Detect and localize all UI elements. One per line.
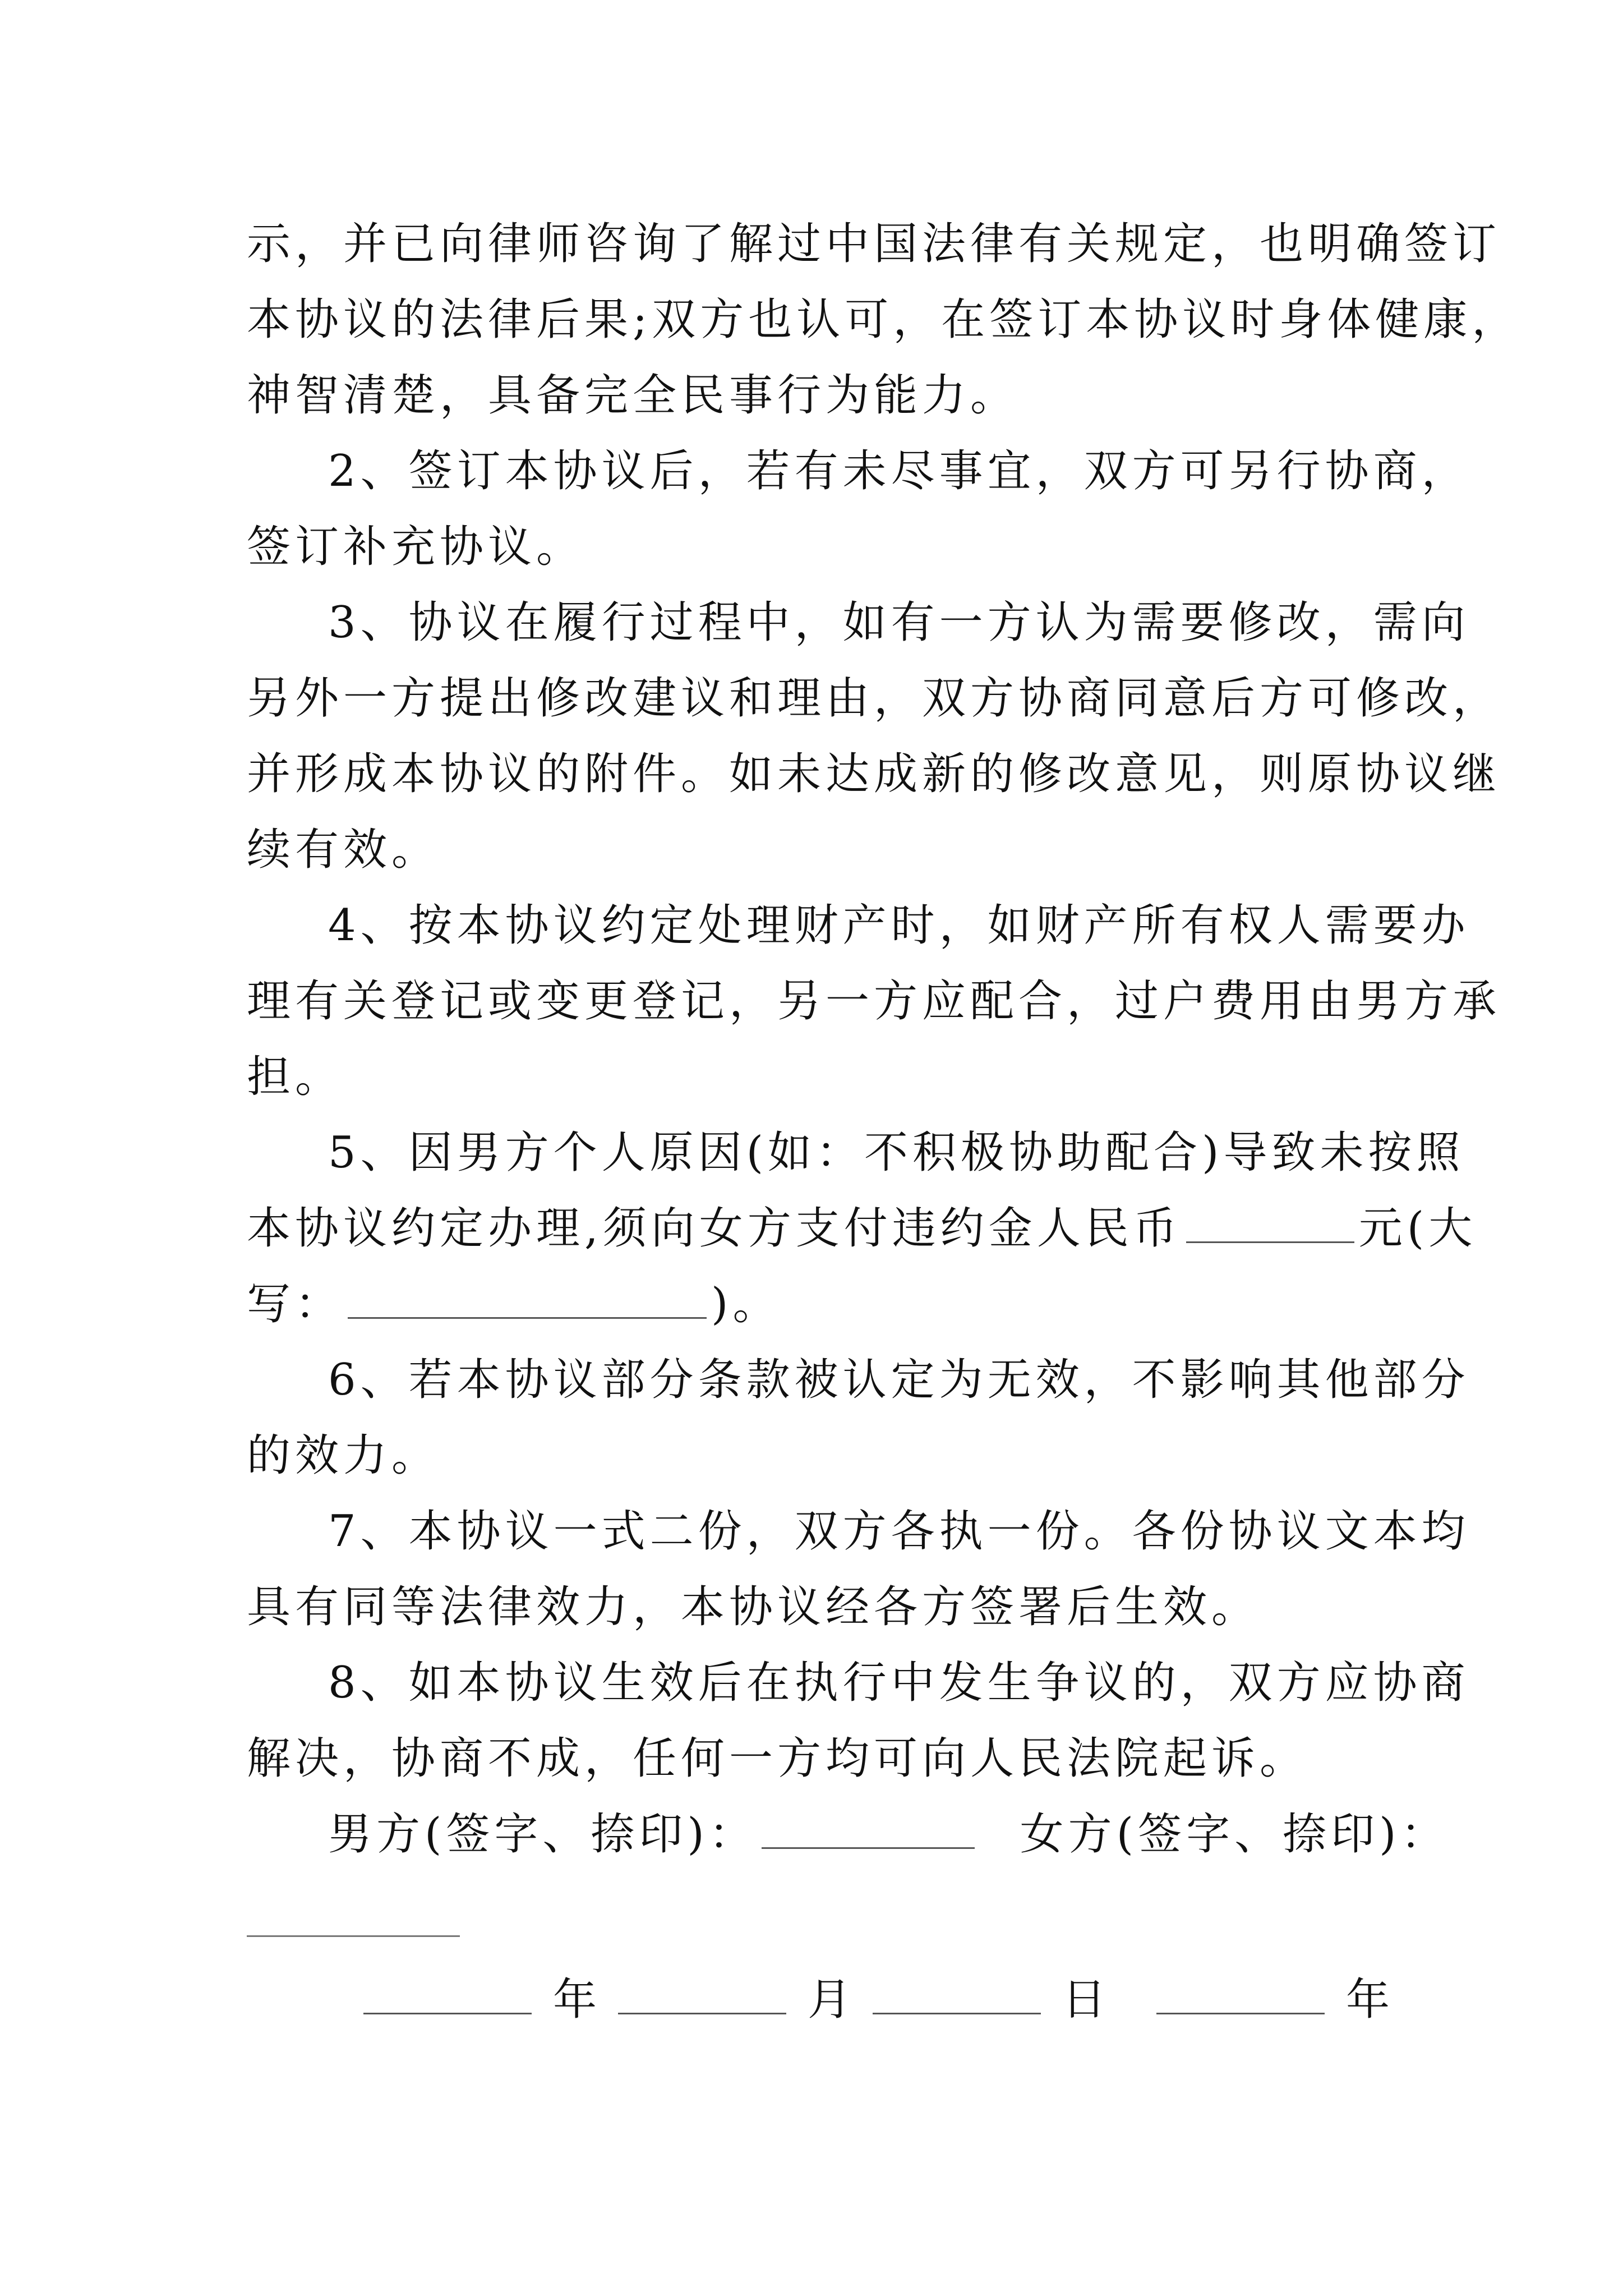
signature-line bbox=[328, 1806, 1449, 1862]
year-label: 年 bbox=[553, 1975, 597, 2025]
clause-5-line: 5、因男方个人原因(如：不积极协助配合)导致未按照 bbox=[328, 1128, 1465, 1178]
clause-2-line: 2、签订本协议后，若有未尽事宜，双方可另行协商， bbox=[328, 446, 1470, 496]
penalty-amount-blank[interactable] bbox=[1186, 1202, 1354, 1243]
text-line: 神智清楚，具备完全民事行为能力。 bbox=[247, 370, 1019, 421]
text-line: 续有效。 bbox=[247, 825, 440, 875]
text-line: 具有同等法律效力，本协议经各方签署后生效。 bbox=[247, 1582, 1260, 1632]
male-sign-blank[interactable] bbox=[762, 1808, 975, 1849]
text-line: 解决，协商不成，任何一方均可向人民法院起诉。 bbox=[247, 1733, 1308, 1784]
capital-amount-line bbox=[247, 1276, 781, 1332]
penalty-prefix: 本协议约定办理,须向女方支付违约金人民币 bbox=[247, 1203, 1182, 1254]
male-sign-label: 男方(签字、捺印)： bbox=[328, 1809, 757, 1860]
year-label-2: 年 bbox=[1346, 1975, 1390, 2025]
text-line: 本协议的法律后果;双方也认可，在签订本协议时身体健康， bbox=[247, 295, 1520, 345]
clause-3-line: 3、协议在履行过程中，如有一方认为需要修改，需向 bbox=[328, 597, 1470, 648]
capital-amount-blank[interactable] bbox=[348, 1278, 707, 1319]
clause-8-line: 8、如本协议生效后在执行中发生争议的，双方应协商 bbox=[328, 1658, 1470, 1708]
capital-prefix: 写： bbox=[247, 1279, 344, 1329]
female-sign-label: 女方(签字、捺印)： bbox=[1020, 1809, 1449, 1860]
date-row bbox=[359, 1972, 1407, 2028]
penalty-line bbox=[247, 1200, 1477, 1257]
text-line: 并形成本协议的附件。如未达成新的修改意见，则原协议继 bbox=[247, 749, 1501, 799]
text-line: 担。 bbox=[247, 1052, 344, 1102]
text-line: 签订补充协议。 bbox=[247, 522, 585, 572]
clause-7-line: 7、本协议一式二份，双方各执一份。各份协议文本均 bbox=[328, 1506, 1470, 1557]
month-label: 月 bbox=[808, 1975, 852, 2025]
capital-suffix: )。 bbox=[711, 1279, 781, 1329]
penalty-suffix: 元(大 bbox=[1358, 1203, 1477, 1254]
text-line: 另外一方提出修改建议和理由，双方协商同意后方可修改， bbox=[247, 673, 1501, 724]
text-line: 理有关登记或变更登记，另一方应配合，过户费用由男方承 bbox=[247, 976, 1501, 1027]
clause-4-line: 4、按本协议约定处理财产时，如财产所有权人需要办 bbox=[328, 900, 1470, 951]
text-line: 示，并已向律师咨询了解过中国法律有关规定，也明确签订 bbox=[247, 219, 1501, 269]
day-label: 日 bbox=[1062, 1975, 1106, 2025]
day-blank[interactable] bbox=[873, 1973, 1041, 2014]
month-blank[interactable] bbox=[618, 1973, 786, 2014]
year-blank-2[interactable] bbox=[1156, 1973, 1325, 2014]
female-sign-blank[interactable] bbox=[247, 1935, 460, 1937]
text-line: 的效力。 bbox=[247, 1430, 440, 1481]
year-blank[interactable] bbox=[363, 1973, 532, 2014]
clause-6-line: 6、若本协议部分条款被认定为无效，不影响其他部分 bbox=[328, 1355, 1470, 1405]
